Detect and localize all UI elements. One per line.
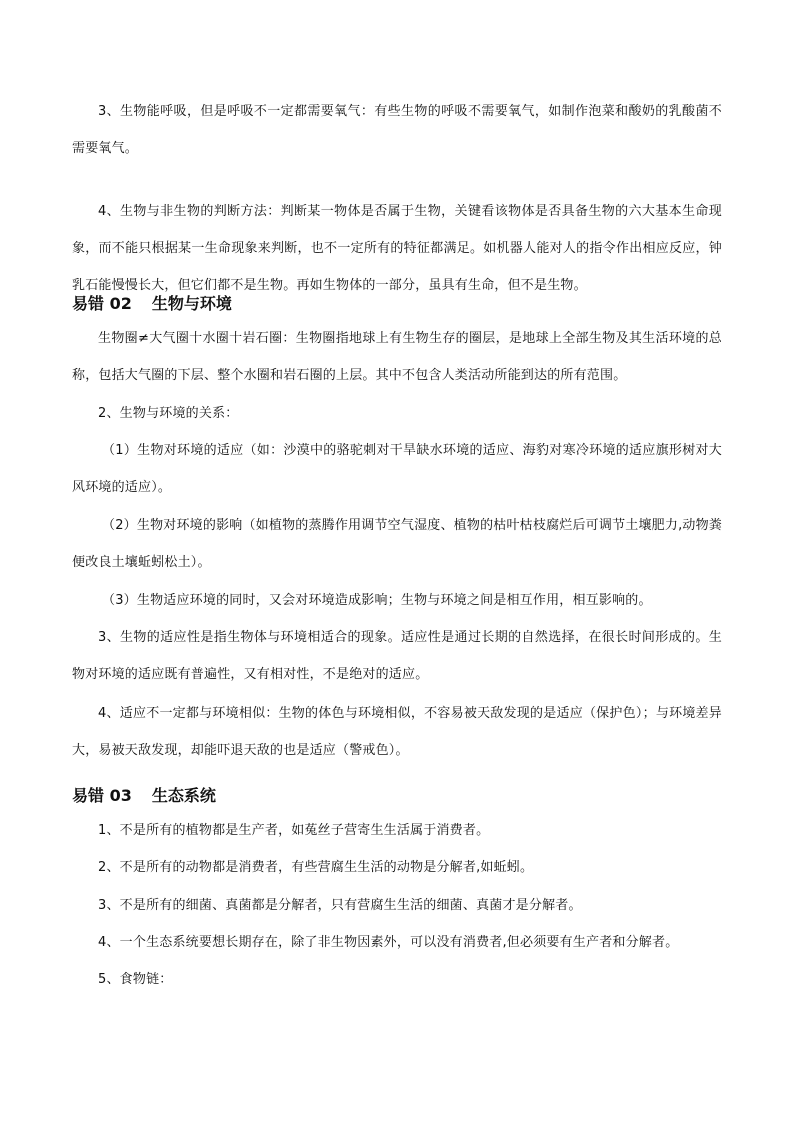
paragraph-respiration: 3、生物能呼吸，但是呼吸不一定都需要氧气：有些生物的呼吸不需要氧气，如制作泡菜和酸奶的乳酸菌不需要氧气。 bbox=[72, 104, 722, 156]
paragraph-producers: 1、不是所有的植物都是生产者，如菟丝子营寄生生活属于消费者。 bbox=[98, 823, 490, 838]
section-heading-environment bbox=[72, 292, 722, 316]
section-title: 生物与环境 bbox=[151, 294, 232, 313]
paragraph-consumers: 2、不是所有的动物都是消费者，有些营腐生生活的动物是分解者,如蚯蚓。 bbox=[98, 860, 534, 875]
paragraph-living-judgement: 4、生物与非生物的判断方法：判断某一物体是否属于生物，关键看该物体是否具备生物的六大基本生命现象，而不能只根据某一生命现象来判断，也不一定所有的特征都满足。如机器人能对人的指令作出相应反应，钟乳石能慢慢长大，但它们都不是生物。再如生物体的一部分，虽具有生命，但不是生物。 bbox=[72, 204, 722, 293]
paragraph-interaction: （3）生物适应环境的同时，又会对环境造成影响；生物与环境之间是相互作用，相互影响的。 bbox=[102, 593, 652, 608]
paragraph-color-adaptation: 4、适应不一定都与环境相似：生物的体色与环境相似，不容易被天敌发现的是适应（保护色）；与环境差异大，易被天敌发现，却能吓退天敌的也是适应（警戒色）。 bbox=[72, 706, 722, 758]
paragraph-adaptability: 3、生物的适应性是指生物体与环境相适合的现象。适应性是通过长期的自然选择，在很长时间形成的。生物对环境的适应既有普遍性，又有相对性，不是绝对的适应。 bbox=[72, 630, 722, 682]
paragraph-decomposers: 3、不是所有的细菌、真菌都是分解者，只有营腐生生活的细菌、真菌才是分解者。 bbox=[98, 898, 582, 913]
paragraph-ecosystem-survival: 4、一个生态系统要想长期存在，除了非生物因素外，可以没有消费者,但必须要有生产者和分解者。 bbox=[98, 935, 679, 950]
section-label: 易错 03 bbox=[72, 786, 132, 805]
section-heading-ecosystem bbox=[72, 784, 722, 808]
section-title: 生态系统 bbox=[151, 786, 216, 805]
paragraph-influence: （2）生物对环境的影响（如植物的蒸腾作用调节空气湿度、植物的枯叶枯枝腐烂后可调节土壤肥力,动物粪便改良土壤蚯蚓松土）。 bbox=[72, 518, 723, 570]
section-label: 易错 02 bbox=[72, 294, 132, 313]
paragraph-food-chain: 5、食物链： bbox=[98, 972, 173, 987]
paragraph-biosphere: 生物圈≠大气圈十水圈十岩石圈：生物圈指地球上有生物生存的圈层，是地球上全部生物及其生活环境的总称，包括大气圈的下层、整个水圈和岩石圈的上层。其中不包含人类活动所能到达的所有范围。 bbox=[72, 331, 722, 383]
paragraph-relation-title: 2、生物与环境的关系： bbox=[98, 406, 239, 421]
paragraph-adaptation: （1）生物对环境的适应（如：沙漠中的骆驼刺对干旱缺水环境的适应、海豹对寒冷环境的适应旗形树对大风环境的适应）。 bbox=[72, 443, 722, 495]
